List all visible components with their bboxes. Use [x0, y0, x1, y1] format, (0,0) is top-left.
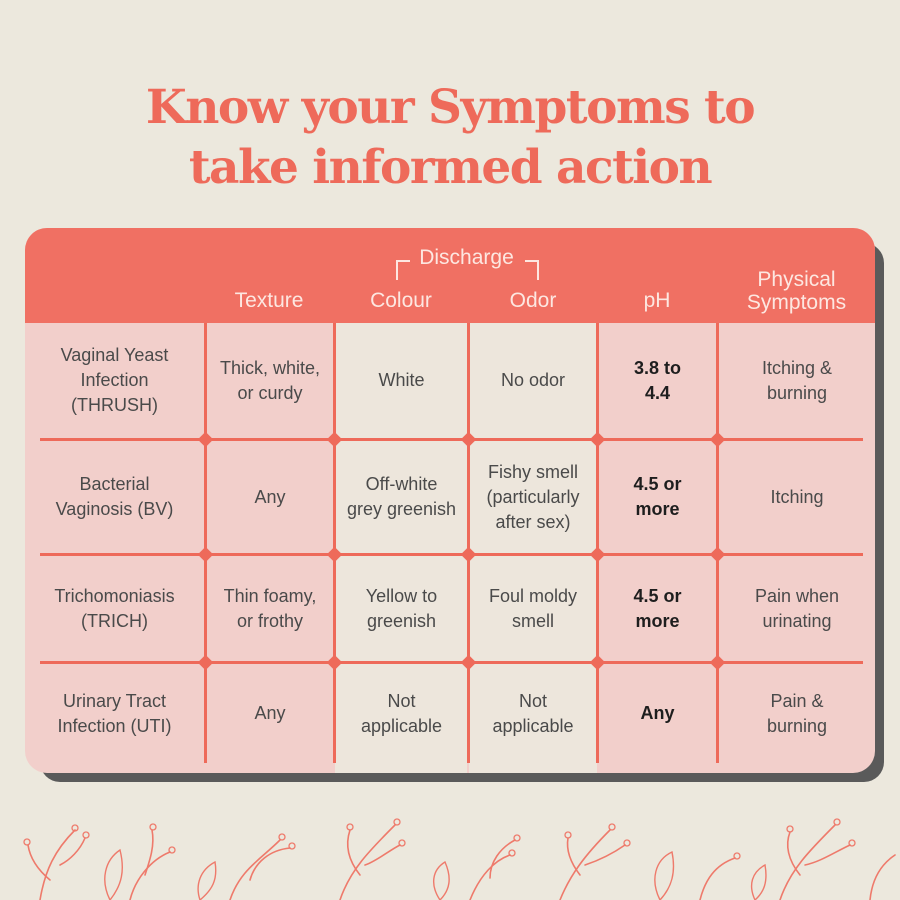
condition-cell: [25, 441, 204, 553]
texture-cell-text: [220, 356, 320, 406]
odor-cell-text: [492, 689, 573, 739]
odor-cell: [470, 556, 596, 661]
cell-line: Any: [254, 486, 286, 507]
cell-line: Infection: [80, 370, 149, 390]
cell-line: after sex): [495, 511, 571, 532]
physical-cell: [719, 441, 875, 553]
colour-cell: [336, 441, 467, 553]
physical-cell-text: [767, 689, 827, 739]
cell-line: 4.4: [644, 382, 670, 403]
botanical-decoration: [0, 790, 900, 900]
cell-line: (THRUSH): [70, 395, 158, 415]
physical-cell: [719, 556, 875, 661]
page-title: [0, 78, 900, 198]
cell-line: greenish: [366, 610, 437, 631]
ph-cell-text: [633, 584, 681, 634]
physical-cell: [719, 323, 875, 438]
title-line-1: Know your Symptoms to: [145, 80, 755, 135]
cell-line: urinating: [762, 610, 832, 631]
cell-line: grey greenish: [346, 499, 457, 519]
cell-line: 4.5 or: [633, 474, 682, 494]
cell-line: (TRICH): [81, 610, 148, 631]
cell-line: smell: [511, 610, 554, 631]
condition-cell-text: [61, 343, 169, 418]
cell-line: applicable: [492, 715, 574, 736]
cell-line: Thick, white,: [219, 357, 321, 378]
colour-cell-text: [378, 368, 424, 393]
condition-cell: [25, 664, 204, 763]
cell-line: Yellow to: [365, 585, 438, 606]
table-header: [25, 228, 875, 323]
cell-line: Thin foamy,: [223, 585, 317, 606]
ph-cell: [599, 323, 716, 438]
cell-line: White: [378, 370, 425, 390]
condition-cell: [25, 323, 204, 438]
ph-cell: [599, 441, 716, 553]
cell-line: Fishy smell: [487, 461, 578, 482]
cell-line: burning: [766, 715, 828, 736]
discharge-group-header: Discharge: [419, 246, 514, 269]
ph-cell-text: [633, 472, 681, 522]
cell-line: more: [635, 610, 680, 631]
texture-cell: [207, 441, 333, 553]
physical-cell-text: [755, 584, 839, 634]
colour-column-header: Colour: [370, 289, 432, 312]
texture-cell-text: [254, 701, 285, 726]
ph-column-header: pH: [643, 289, 671, 312]
condition-cell-text: [57, 689, 171, 739]
physical-cell-text: [762, 356, 832, 406]
title-line-2: take informed action: [188, 140, 712, 195]
odor-cell-text: [501, 368, 565, 393]
cell-line: burning: [766, 382, 828, 403]
cell-line: 4.5 or: [633, 585, 682, 606]
cell-line: or frothy: [236, 610, 303, 631]
ph-cell-text: [640, 701, 674, 726]
texture-cell-text: [224, 584, 317, 634]
odor-cell: [470, 323, 596, 438]
cell-line: Foul moldy: [488, 585, 578, 606]
cell-line: Pain &: [770, 690, 824, 711]
ph-cell: [599, 556, 716, 661]
cell-line: Vaginosis (BV): [55, 499, 174, 519]
odor-column-header: Odor: [509, 289, 557, 312]
cell-line: 3.8 to: [633, 357, 681, 378]
cell-line: Urinary Tract: [62, 690, 167, 711]
physical-cell-text: [770, 485, 823, 510]
colour-cell-text: [361, 689, 442, 739]
cell-line: Infection (UTI): [57, 715, 172, 736]
colour-cell: [336, 664, 467, 763]
cell-line: Trichomoniasis: [54, 585, 175, 606]
cell-line: Not: [387, 690, 416, 711]
cell-line: or curdy: [237, 382, 303, 403]
colour-cell-text: [347, 472, 456, 522]
ph-cell: [599, 664, 716, 763]
cell-line: applicable: [360, 715, 443, 736]
odor-cell: [470, 441, 596, 553]
colour-cell-text: [366, 584, 437, 634]
texture-cell-text: [254, 485, 285, 510]
condition-cell-text: [56, 472, 174, 522]
texture-cell: [207, 556, 333, 661]
cell-line: Itching &: [761, 357, 833, 378]
texture-cell: [207, 323, 333, 438]
physical-header-line-2: Symptoms: [746, 291, 847, 314]
cell-line: Any: [254, 703, 286, 723]
texture-column-header: Texture: [234, 289, 304, 312]
odor-cell-text: [486, 460, 579, 535]
texture-cell: [207, 664, 333, 763]
ph-cell-text: [634, 356, 681, 406]
symptoms-table: [25, 228, 875, 773]
physical-header-line-1: Physical: [757, 268, 836, 291]
cell-line: more: [635, 499, 680, 519]
physical-symptoms-column-header: [718, 268, 875, 314]
physical-cell: [719, 664, 875, 763]
cell-line: Any: [640, 703, 675, 723]
cell-line: No odor: [500, 370, 566, 390]
cell-line: Bacterial: [79, 474, 150, 494]
condition-cell: [25, 556, 204, 661]
condition-cell-text: [54, 584, 174, 634]
odor-cell-text: [489, 584, 577, 634]
cell-line: Pain when: [754, 585, 840, 606]
cell-line: Vaginal Yeast: [60, 345, 169, 365]
odor-cell: [470, 664, 596, 763]
cell-line: Itching: [770, 486, 824, 507]
colour-cell: [336, 323, 467, 438]
cell-line: Not: [518, 690, 547, 711]
cell-line: (particularly: [486, 486, 580, 507]
colour-cell: [336, 556, 467, 661]
cell-line: Off-white: [365, 474, 438, 494]
